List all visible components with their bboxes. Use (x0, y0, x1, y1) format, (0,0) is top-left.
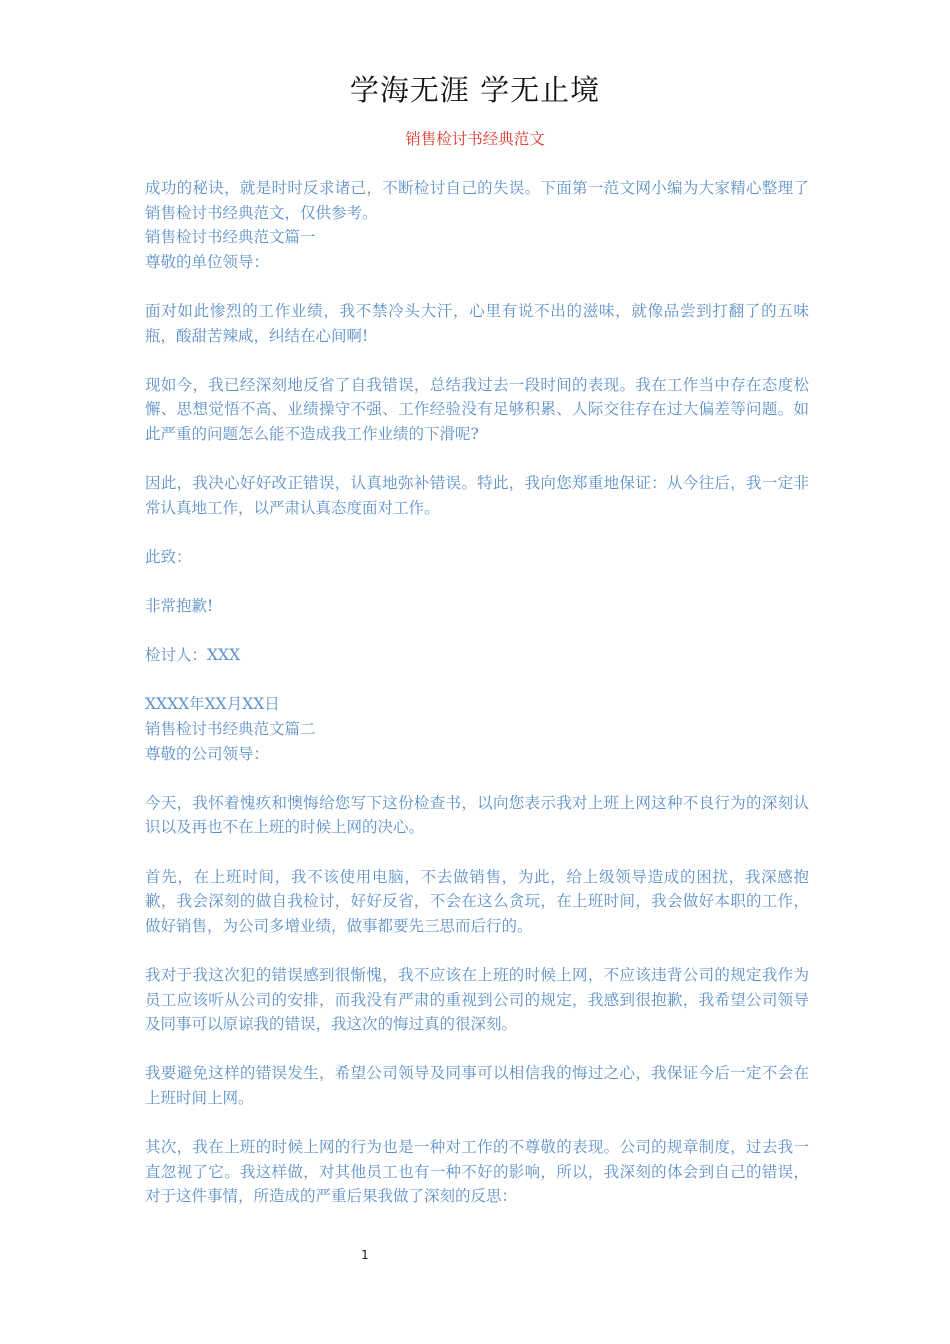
paragraph: 我对于我这次犯的错误感到很惭愧，我不应该在上班的时候上网，不应该违背公司的规定我作为员工应该听从公司的安排，而我没有严肃的重视到公司的规定，我感到很抱歉，我希望公司领导及同事可以原谅我的错误，我这次的悔过真的很深刻。 (145, 966, 809, 1034)
paragraph: 其次，我在上班的时候上网的行为也是一种对工作的不尊敬的表现。公司的规章制度，过去我一直忽视了它。我这样做，对其他员工也有一种不好的影响，所以，我深刻的体会到自己的错误，对于这件事情，所造成的严重后果我做了深刻的反思： (145, 1138, 809, 1206)
signature-line: 检讨人：XXX (145, 646, 241, 665)
section-heading-2: 销售检讨书经典范文篇二 (145, 720, 316, 739)
paragraph: 今天，我怀着愧疚和懊悔给您写下这份检查书，以向您表示我对上班上网这种不良行为的深刻认识以及再也不在上班的时候上网的决心。 (145, 793, 809, 837)
intro-paragraph: 成功的秘诀，就是时时反求诸己，不断检讨自己的失误。下面第一范文网小编为大家精心整理了销售检讨书经典范文，仅供参考。 (145, 179, 809, 222)
page-header-title: 学海无涯 学无止境 (349, 73, 601, 107)
salutation-2: 尊敬的公司领导： (145, 744, 270, 763)
paragraph: 首先，在上班时间，我不该使用电脑，不去做销售，为此，给上级领导造成的困扰，我深感抱歉，我会深刻的做自我检讨，好好反省，不会在这么贪玩，在上班时间，我会做好本职的工作，做好销售，为公司多增业绩，做事都要先三思而后行的。 (145, 867, 809, 935)
apology-line: 非常抱歉! (145, 597, 214, 616)
paragraph: 我要避免这样的错误发生，希望公司领导及同事可以相信我的悔过之心，我保证今后一定不会在上班时间上网。 (145, 1064, 809, 1107)
document-body (145, 176, 809, 1209)
salutation-1: 尊敬的单位领导： (145, 252, 270, 271)
paragraph: 现如今，我已经深刻地反省了自我错误，总结我过去一段时间的表现。我在工作当中存在态度松懈、思想觉悟不高、业绩操守不强、工作经验没有足够积累、人际交往存在过大偏差等问题。如此严重的问题怎么能不造成我工作业绩的下滑呢? (145, 375, 809, 443)
section-heading-1: 销售检讨书经典范文篇一 (145, 228, 316, 247)
paragraph: 面对如此惨烈的工作业绩，我不禁冷头大汗，心里有说不出的滋味，就像品尝到打翻了的五味瓶，酸甜苦辣咸，纠结在心间啊! (145, 301, 809, 345)
paragraph: 因此，我决心好好改正错误，认真地弥补错误。特此，我向您郑重地保证：从今往后，我一定非常认真地工作，以严肃认真态度面对工作。 (145, 474, 809, 517)
closing-phrase: 此致： (145, 547, 192, 566)
page-number: 1 (361, 1248, 369, 1262)
date-line: XXXX年XX月XX日 (145, 695, 280, 714)
document-title: 销售检讨书经典范文 (405, 130, 545, 148)
